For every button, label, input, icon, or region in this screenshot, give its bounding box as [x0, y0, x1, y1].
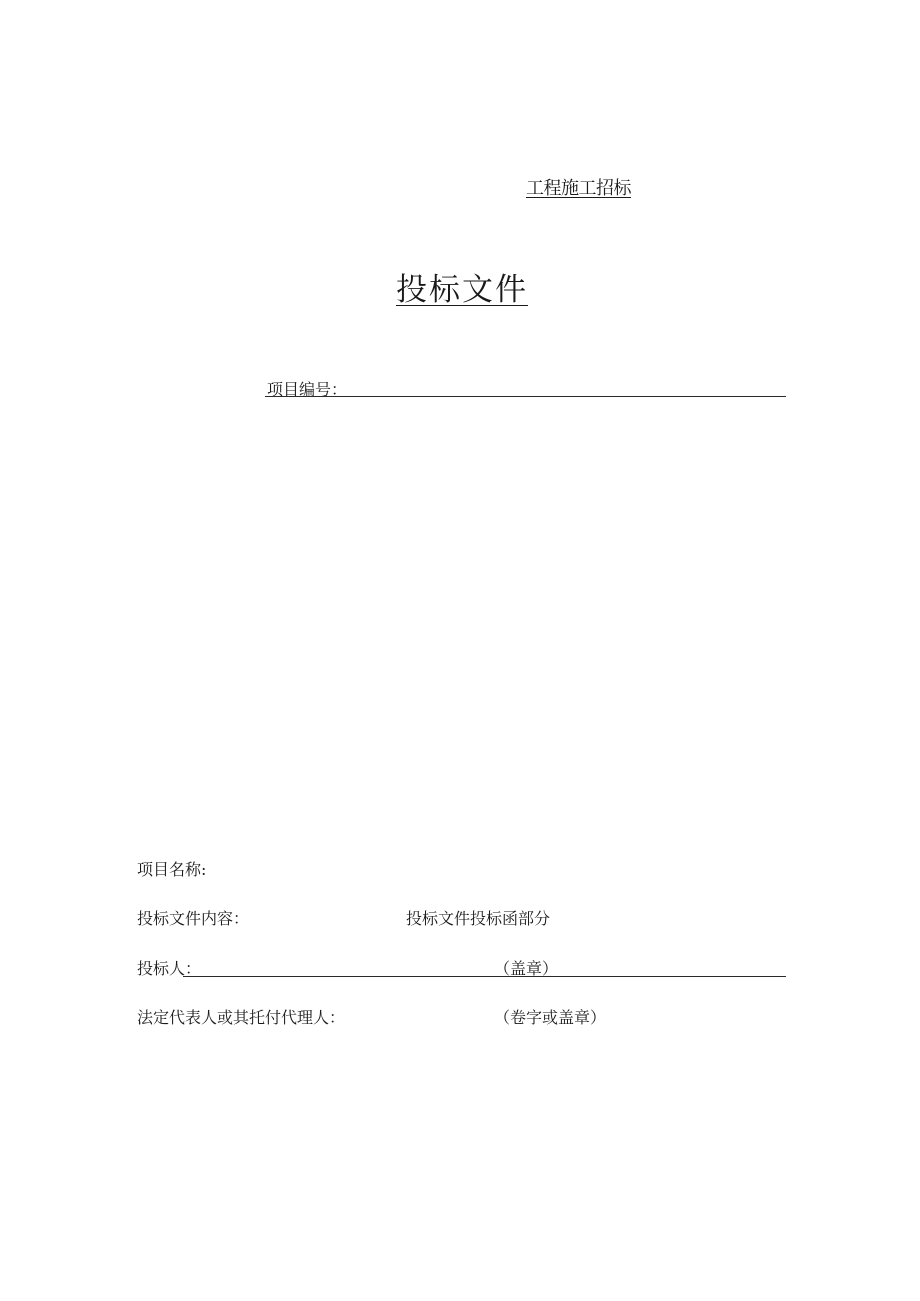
project-number-label: 项目编号： [267, 380, 348, 399]
bid-content-label: 投标文件内容： [137, 909, 250, 928]
bid-content-value: 投标文件投标函部分 [406, 909, 551, 928]
project-type-heading: 工程施工招标 [526, 178, 631, 199]
legal-representative-label: 法定代表人或其托付代理人： [137, 1008, 346, 1027]
bidder-line [183, 976, 786, 977]
document-title: 投标文件 [396, 272, 528, 308]
bidder-label: 投标人： [137, 959, 202, 978]
bidder-seal-note: （盖章） [494, 959, 559, 978]
legal-representative-note: （卷字或盖章） [494, 1008, 607, 1027]
project-number-line [265, 396, 786, 397]
project-name-label: 项目名称: [137, 860, 207, 879]
